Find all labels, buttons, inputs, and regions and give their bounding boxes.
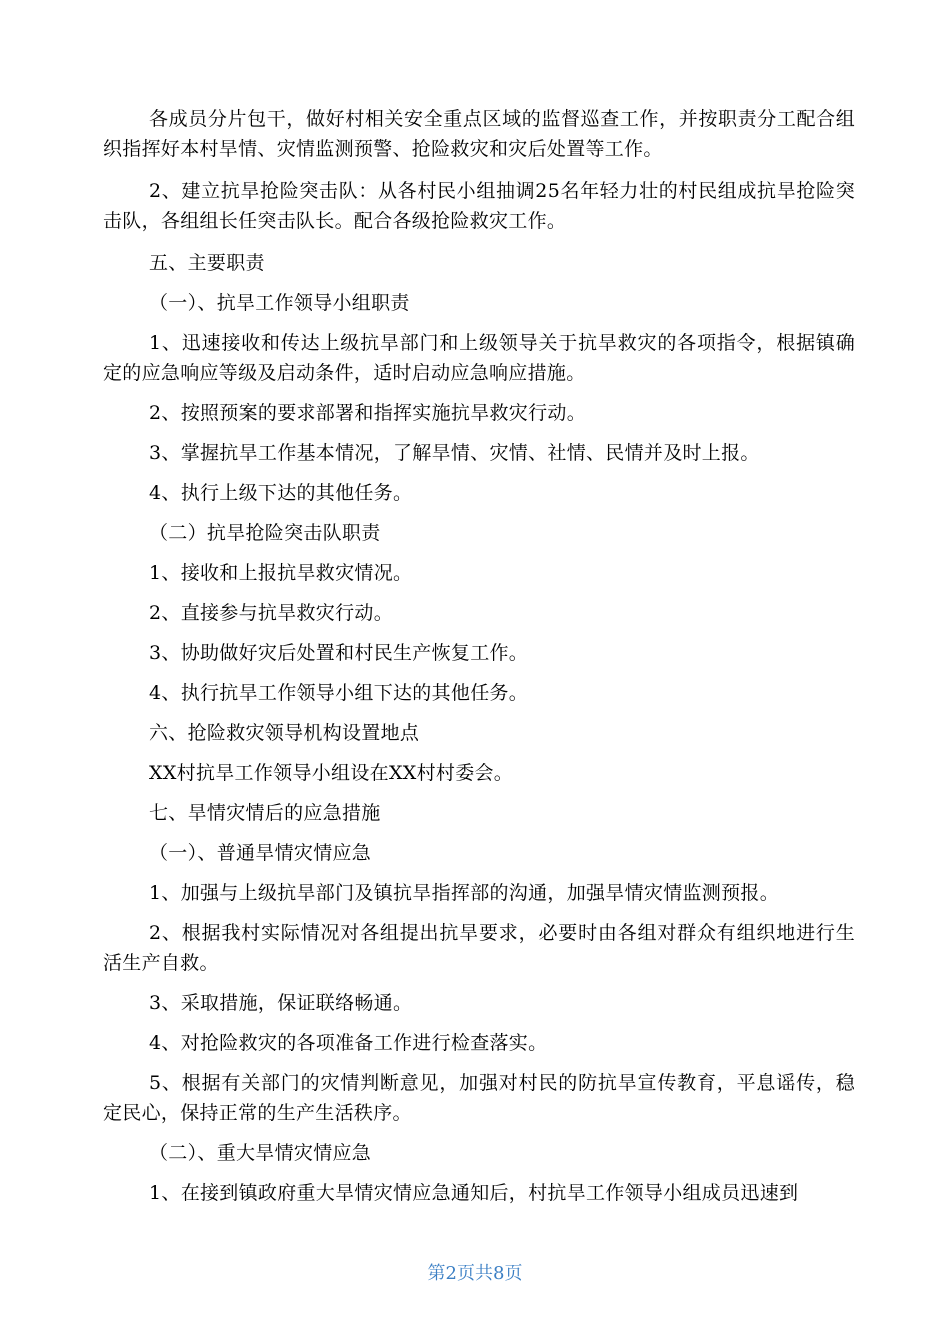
subsection-heading: （一）、普通旱情灾情应急 [149,842,372,864]
section-heading: 七、旱情灾情后的应急措施 [149,802,381,824]
section-heading: 六、抢险救灾领导机构设置地点 [149,722,420,744]
paragraph: 3、采取措施，保证联络畅通。 [149,992,413,1014]
paragraph: 1、接收和上报抗旱救灾情况。 [149,562,413,584]
subsection-heading: （一）、抗旱工作领导小组职责 [149,292,410,314]
paragraph: 4、执行上级下达的其他任务。 [149,482,413,504]
paragraph: 1、在接到镇政府重大旱情灾情应急通知后，村抗旱工作领导小组成员迅速到 [149,1182,799,1204]
paragraph: 1、迅速接收和传达上级抗旱部门和上级领导关于抗旱救灾的各项指令，根据镇确定的应急响应等级及启动条件，适时启动应急响应措施。 [103,332,855,384]
paragraph: 3、掌握抗旱工作基本情况，了解旱情、灾情、社情、民情并及时上报。 [149,442,760,464]
paragraph: 1、加强与上级抗旱部门及镇抗旱指挥部的沟通，加强旱情灾情监测预报。 [149,882,779,904]
document-body [103,104,855,1218]
paragraph: 2、建立抗旱抢险突击队：从各村民小组抽调25名年轻力壮的村民组成抗旱抢险突击队，各组组长任突击队长。配合各级抢险救灾工作。 [103,180,855,232]
paragraph: 各成员分片包干，做好村相关安全重点区域的监督巡查工作，并按职责分工配合组织指挥好本村旱情、灾情监测预警、抢险救灾和灾后处置等工作。 [103,108,855,160]
paragraph: 4、对抢险救灾的各项准备工作进行检查落实。 [149,1032,548,1054]
paragraph: 2、按照预案的要求部署和指挥实施抗旱救灾行动。 [149,402,586,424]
paragraph: XX村抗旱工作领导小组设在XX村村委会。 [149,762,514,784]
paragraph: 2、根据我村实际情况对各组提出抗旱要求，必要时由各组对群众有组织地进行生活生产自救。 [103,922,855,974]
paragraph: 3、协助做好灾后处置和村民生产恢复工作。 [149,642,529,664]
subsection-heading: （二）、重大旱情灾情应急 [149,1142,372,1164]
subsection-heading: （二）抗旱抢险突击队职责 [149,522,381,544]
paragraph: 4、执行抗旱工作领导小组下达的其他任务。 [149,682,529,704]
page-number-footer: 第2页共8页 [427,1263,523,1284]
paragraph: 2、直接参与抗旱救灾行动。 [149,602,393,624]
paragraph: 5、根据有关部门的灾情判断意见，加强对村民的防抗旱宣传教育，平息谣传，稳定民心，保持正常的生产生活秩序。 [103,1072,855,1124]
section-heading: 五、主要职责 [149,252,265,274]
